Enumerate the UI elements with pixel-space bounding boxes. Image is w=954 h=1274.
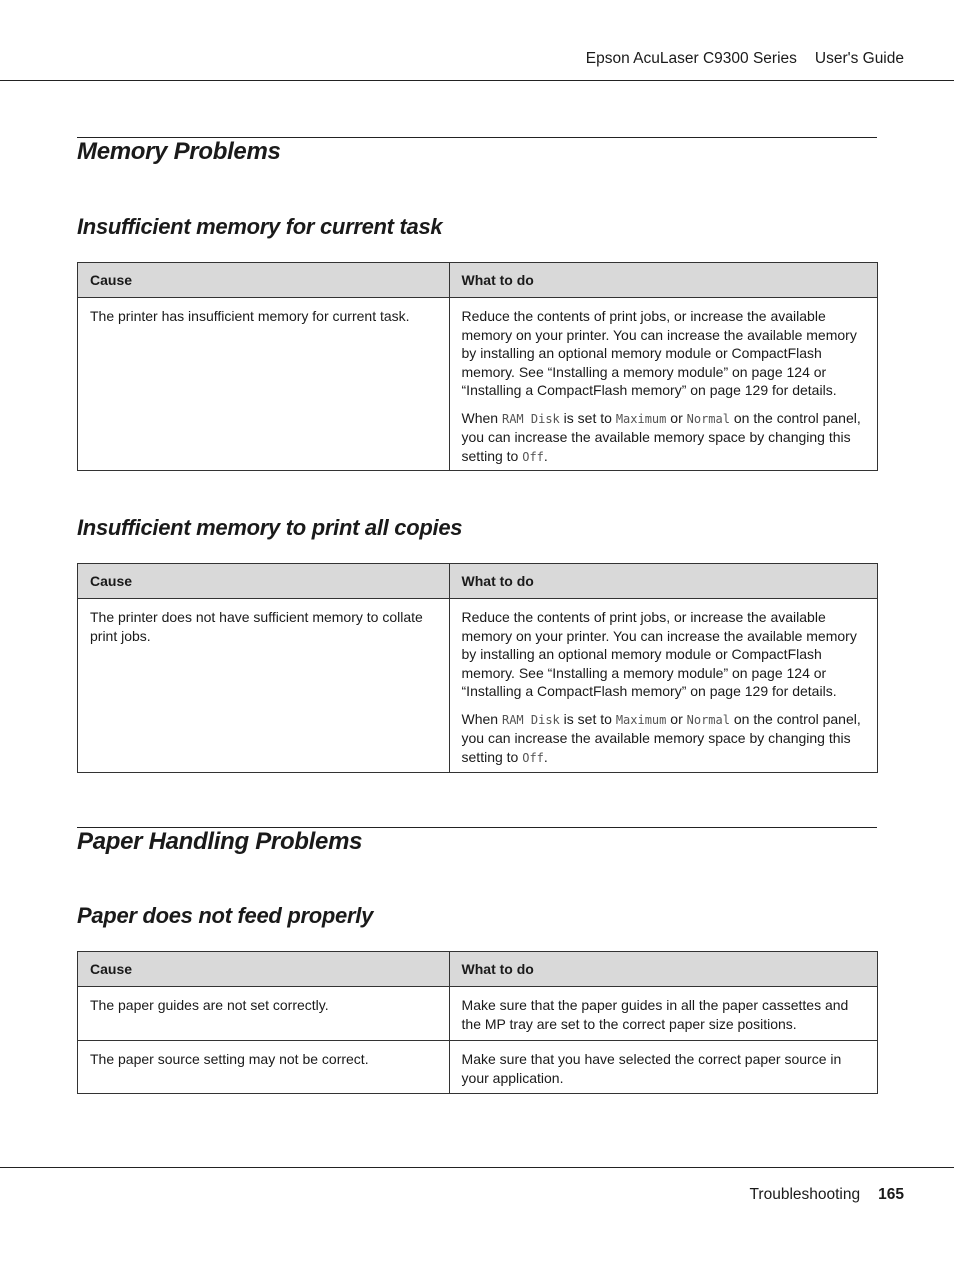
table-row [78,1041,878,1094]
ram-disk-setting: RAM Disk [501,712,560,727]
cause-text: The printer does not have sufficient memory to collate print jobs. [90,609,423,644]
column-header-cause: Cause [78,564,450,599]
table-all-copies [77,563,878,773]
cause-cell: The paper source setting may not be correct. [78,1041,450,1094]
running-header [586,50,904,68]
off-value: Off [522,449,544,464]
what-to-do-text: Reduce the contents of print jobs, or increase the available memory on your printer. You can increase the available memory by installing an optional memory module or CompactFlash memory. See “Installing a memory module” on page 124 or “Installing a CompactFlash memory” on page 129 for details. [461,308,857,398]
subsection-title-paper-feed: Paper does not feed properly [77,903,374,928]
normal-value: Normal [686,712,730,727]
what-to-do-text: Reduce the contents of print jobs, or increase the available memory on your printer. You can increase the available memory by installing an optional memory module or CompactFlash memory. See “Installing a memory module” on page 124 or “Installing a CompactFlash memory” on page 129 for details. [461,609,857,699]
header-product-name: Epson AcuLaser C9300 Series [585,50,797,67]
ram-disk-setting: RAM Disk [501,411,560,426]
column-header-what-to-do: What to do [449,564,877,599]
column-header-what-to-do: What to do [449,263,877,298]
table-row [78,298,878,471]
subsection-title-current-task: Insufficient memory for current task [77,214,443,239]
column-header-what-to-do: What to do [449,952,877,987]
what-to-do-cell: Make sure that the paper guides in all the paper cassettes and the MP tray are set to the correct paper size positions. [449,987,877,1041]
table-header-row [78,952,878,987]
table-current-task [77,262,878,471]
what-to-do-cell [449,599,877,773]
section-title-paper: Paper Handling Problems [77,828,363,855]
ram-disk-note: When RAM Disk is set to Maximum or Normal on the control panel, you can increase the available memory space by changing this setting to Off. [461,409,861,464]
maximum-value: Maximum [615,712,667,727]
off-value: Off [522,750,544,765]
column-header-cause: Cause [78,952,450,987]
ram-disk-note: When RAM Disk is set to Maximum or Normal on the control panel, you can increase the available memory space by changing this setting to Off. [461,710,861,765]
column-header-cause: Cause [78,263,450,298]
table-header-row [78,564,878,599]
table-row [78,987,878,1041]
table-paper-feed [77,951,878,1094]
subsection-title-all-copies: Insufficient memory to print all copies [77,515,463,540]
section-title-memory: Memory Problems [77,138,281,165]
header-guide-name: User's Guide [814,50,904,67]
table-row [78,599,878,773]
running-footer [750,1186,904,1204]
page-number: 165 [878,1186,904,1203]
maximum-value: Maximum [615,411,667,426]
cause-cell [78,599,450,773]
cause-cell: The paper guides are not set correctly. [78,987,450,1041]
normal-value: Normal [686,411,730,426]
what-to-do-cell: Make sure that you have selected the correct paper source in your application. [449,1041,877,1094]
cause-cell [78,298,450,471]
what-to-do-cell [449,298,877,471]
header-divider [0,80,954,81]
cause-text: The printer has insufficient memory for current task. [90,308,410,324]
footer-section-name: Troubleshooting [749,1186,861,1203]
footer-divider [0,1167,954,1168]
table-header-row [78,263,878,298]
